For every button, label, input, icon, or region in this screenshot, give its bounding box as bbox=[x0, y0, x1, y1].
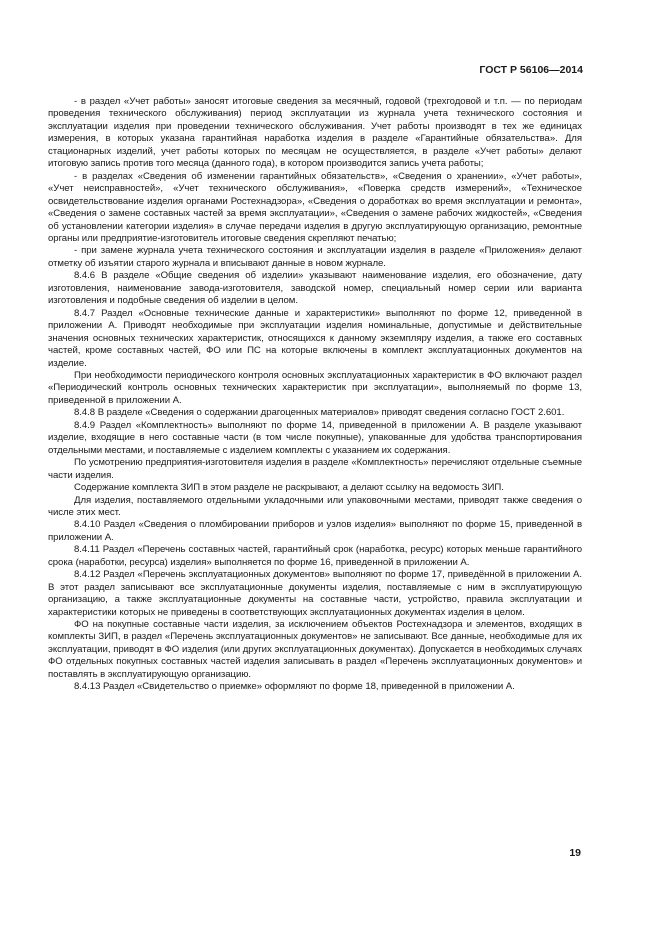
document-header: ГОСТ Р 56106—2014 bbox=[479, 64, 583, 76]
page-body bbox=[48, 96, 582, 694]
paragraph: По усмотрению предприятия-изготовителя изделия в разделе «Комплектность» перечисляют отдельные съемные части изделия. bbox=[48, 457, 582, 481]
paragraph: 8.4.8 В разделе «Сведения о содержании драгоценных материалов» приводят сведения согласно ГОСТ 2.601. bbox=[74, 407, 565, 419]
paragraph: Содержание комплекта ЗИП в этом разделе не раскрывают, а делают ссылку на ведомость ЗИП. bbox=[74, 482, 504, 494]
page-number: 19 bbox=[569, 847, 581, 859]
paragraph: 8.4.9 Раздел «Комплектность» выполняют по форме 14, приведенной в приложении А. В разделе указывают изделие, входящие в него составные части (в том числе покупные), упакованные для удобства транспортирования отдельными местами, и поставляемые с изделием комплекты с указанием их содержания. bbox=[48, 419, 582, 456]
paragraph: 8.4.12 Раздел «Перечень эксплуатационных документов» выполняют по форме 17, приведённой в приложении А. В этот раздел записывают все эксплуатационные документы изделия, поставляемые с ним в эксплуатирующую организацию, а также эксплуатационные документы на составные части, устройство, правила эксплуатации и характеристики которых не приведены в соответствующих эксплуатационных документах изделия в целом. bbox=[48, 569, 582, 618]
paragraph: 8.4.11 Раздел «Перечень составных частей, гарантийный срок (наработка, ресурс) которых меньше гарантийного срока (наработки, ресурса) изделия» выполняется по форме 16, приведенной в приложении А. bbox=[48, 544, 582, 568]
paragraph: 8.4.13 Раздел «Свидетельство о приемке» оформляют по форме 18, приведенной в приложении А. bbox=[74, 681, 515, 693]
paragraph: 8.4.7 Раздел «Основные технические данные и характеристики» выполняют по форме 12, приведенной в приложении А. Приводят необходимые при эксплуатации изделия номинальные, допустимые и действительные значения основных технических характеристик, относящихся к данному экземпляру изделия, а также его составных частей, кроме составных частей, ФО или ПС на которые включены в комплект эксплуатационных документов на изделие. bbox=[48, 307, 582, 369]
paragraph: - в раздел «Учет работы» заносят итоговые сведения за месячный, годовой (трехгодовой и т.п. — по периодам проведения технического обслуживания) период эксплуатации из журнала учета технического состояния и эксплуатации изделия при проведении технического обслуживания. Учет работы производят в тех же единицах измерения, в которых указана гарантийная наработка изделия в разделе «Гарантийные обязательства». Для стационарных изделий, учет работы которых по месяцам не осуществляется, в разделе «Учет работы» делают итоговую запись против того месяца (данного года), в котором производится запись учета работы; bbox=[48, 96, 582, 170]
paragraph: - в разделах «Сведения об изменении гарантийных обязательств», «Сведения о хранении», «Учет работы», «Учет неисправностей», «Учет технического обслуживания», «Поверка средств измерений», «Техническое освидетельствование изделия органами Ростехнадзора», «Сведения о доработках во время эксплуатации и ремонта», «Сведения о замене составных частей за время эксплуатации», «Сведения о замене рабочих жидкостей», «Сведения об установлении категории изделия» в случае передачи изделия в другую эксплуатирующую организацию, ремонтные органы или предприятие-изготовитель итоговые сведения скрепляют печатью; bbox=[48, 170, 582, 244]
paragraph: ФО на покупные составные части изделия, за исключением объектов Ростехнадзора и элементов, входящих в комплекты ЗИП, в раздел «Перечень эксплуатационных документов» не записывают. Все данные, необходимые для их эксплуатации, приводят в ФО изделия (или других эксплуатационных документах). Допускается в необходимых случаях ФО отдельных покупных составных частей изделия записывать в раздел «Перечень эксплуатационных документов» и поставлять в эксплуатирующую организацию. bbox=[48, 619, 582, 680]
paragraph: 8.4.6 В разделе «Общие сведения об изделии» указывают наименование изделия, его обозначение, дату изготовления, наименование завода-изготовителя, заводской номер, специальный номер серии или варианта изготовления и подобные сведения об изделии в целом. bbox=[48, 270, 582, 307]
paragraph: Для изделия, поставляемого отдельными укладочными или упаковочными местами, приводят также сведения о числе этих мест. bbox=[48, 494, 582, 518]
paragraph: 8.4.10 Раздел «Сведения о пломбировании приборов и узлов изделия» выполняют по форме 15, приведенной в приложении А. bbox=[48, 519, 582, 543]
paragraph: При необходимости периодического контроля основных эксплуатационных характеристик в ФО включают раздел «Периодический контроль основных технических характеристик при эксплуатации», выполняемый по форме 13, приведенной в приложении А. bbox=[48, 369, 582, 406]
paragraph: - при замене журнала учета технического состояния и эксплуатации изделия в разделе «Приложения» делают отметку об изъятии старого журнала и вписывают данные в новом журнале. bbox=[48, 245, 582, 269]
